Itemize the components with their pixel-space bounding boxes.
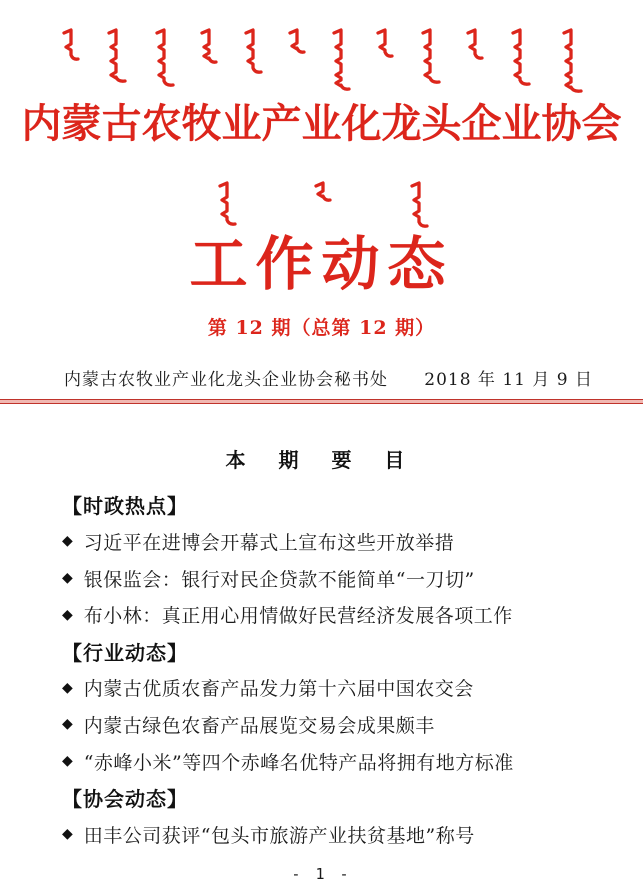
section-title-text: 【行业动态】 (62, 642, 188, 665)
publisher-name: 内蒙古农牧业产业化龙头企业协会秘书处 (64, 369, 388, 390)
toc-item-text: 内蒙古优质农畜产品发力第十六届中国农交会 (83, 678, 474, 701)
diamond-bullet-icon: ◆ (62, 826, 73, 843)
toc-item-text: 习近平在进博会开幕式上宣布这些开放举措 (83, 531, 455, 554)
mongolian-word-icon (464, 28, 484, 61)
mongolian-word-icon (214, 181, 238, 227)
toc-section-title (62, 633, 607, 670)
mongolian-word-icon (240, 28, 264, 75)
toc-item-text: 内蒙古绿色农畜产品展览交易会成果颇丰 (83, 714, 435, 737)
diamond-bullet-icon: ◆ (62, 606, 73, 623)
mongolian-script-top-band (0, 0, 643, 96)
mongolian-word-icon (506, 28, 532, 87)
publisher-row (0, 365, 643, 390)
diamond-bullet-icon: ◆ (62, 753, 73, 770)
page-number: - 1 - (291, 865, 352, 883)
bulletin-title: 工作动态 (189, 229, 454, 298)
diamond-bullet-icon: ◆ (62, 533, 73, 550)
masthead-divider-rule (0, 399, 643, 404)
mongolian-word-icon (554, 28, 584, 94)
section-title-text: 【时政热点】 (62, 496, 188, 519)
toc-item (62, 743, 607, 780)
toc-main (0, 444, 643, 853)
toc-item-text: 田丰公司获评“包头市旅游产业扶贫基地”称号 (83, 824, 475, 847)
mongolian-script-mid-band (0, 181, 643, 229)
toc-item (62, 706, 607, 743)
toc-heading: 本 期 要 目 (225, 447, 418, 472)
mongolian-word-icon (406, 181, 430, 229)
mongolian-word-icon (198, 28, 218, 65)
diamond-bullet-icon: ◆ (62, 679, 73, 696)
toc-section-title (62, 779, 607, 816)
mongolian-word-icon (102, 28, 128, 84)
toc-item-text: “赤峰小米”等四个赤峰名优特产品将拥有地方标准 (83, 751, 514, 774)
toc-section-title (62, 487, 607, 524)
diamond-bullet-icon: ◆ (62, 570, 73, 587)
toc-item (62, 560, 607, 597)
toc-list (0, 487, 643, 853)
toc-item-text: 银保监会：银行对民企贷款不能简单“一刀切” (83, 568, 475, 591)
masthead (0, 0, 643, 404)
toc-item (62, 816, 607, 853)
publish-date: 2018 年 11 月 9 日 (424, 369, 593, 390)
mongolian-word-icon (150, 28, 176, 88)
toc-item (62, 670, 607, 707)
section-title-text: 【协会动态】 (62, 789, 188, 812)
mongolian-word-icon (286, 28, 306, 55)
issue-number-line: 第 12 期（总第 12 期） (207, 316, 436, 339)
association-name-title: 内蒙古农牧业产业化龙头企业协会 (21, 100, 622, 147)
toc-item (62, 523, 607, 560)
mongolian-word-icon (60, 28, 80, 62)
mongolian-word-icon (416, 28, 442, 85)
toc-item (62, 596, 607, 633)
mongolian-word-icon (374, 28, 394, 59)
mongolian-word-icon (328, 28, 352, 92)
diamond-bullet-icon: ◆ (62, 716, 73, 733)
toc-item-text: 布小林：真正用心用情做好民营经济发展各项工作 (83, 605, 513, 628)
page-footer (0, 865, 643, 883)
mongolian-word-icon (312, 181, 332, 203)
